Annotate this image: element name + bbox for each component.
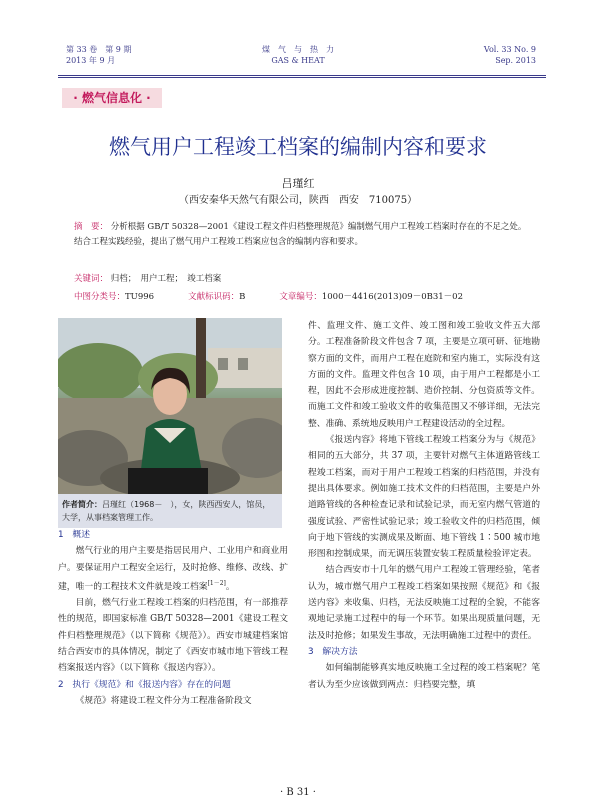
paragraph: 目前，燃气行业工程竣工档案的归档范围，有一部推荐性的规范，即国家标准 GB/T 50328—2001《建设工程文件归档整理规范》（以下简称《规范》）。西安市城建档案馆结合西安市的具体情况，制定了《西安市城市地下管线工程档案报送内容》（以下简称《报送内容》）。 xyxy=(58,598,288,674)
article-title: 燃气用户工程竣工档案的编制内容和要求 xyxy=(109,135,487,159)
author-affiliation: （西安秦华天然气有限公司，陕西 西安 710075） xyxy=(178,195,418,206)
article-label: 文章编号： xyxy=(279,292,322,302)
journal-name-en: GAS & HEAT xyxy=(271,56,325,65)
classification-line xyxy=(74,290,534,302)
journal-volume-info-en xyxy=(484,44,536,66)
header-rule-thin xyxy=(58,77,546,78)
article-number xyxy=(279,290,463,302)
doc-value: B xyxy=(239,292,246,302)
paragraph: 如何编制能够真实地反映施工全过程的竣工档案呢？笔者认为至少应该做到两点：归档要完整，填 xyxy=(308,663,540,690)
page-number: · B 31 · xyxy=(280,787,316,798)
keywords-text: 归档； 用户工程； 竣工档案 xyxy=(110,274,222,284)
author-name: 吕瑾红 xyxy=(281,177,315,190)
volume-issue-en: Vol. 33 No. 9 xyxy=(483,45,536,54)
doc-label: 文献标识码： xyxy=(188,292,240,302)
citation-ref: [1－2] xyxy=(207,579,226,587)
paragraph: 《报送内容》将地下管线工程竣工档案分为与《规范》相同的五大部分，共 37 项，主要针对燃气主体道路管线工程竣工档案，而对于用户工程竣工档案的归档范围，并没有提出具体要求。例如施工技术文件的归档范围，主要是户外道路管线的各种检查记录和试验记录，而无室内燃气管道的强度试验、严密性试验记录；竣工验收文件的归档范围，倾向于地下管线的实测成果及断面、地下管线 1∶500 城市地形图和控制成果，而无调压装置安装工程质量检验评定表。 xyxy=(308,435,540,560)
paragraph: 件、监理文件、施工文件、竣工图和竣工验收文件五大部分。工程准备阶段文件包含 7 项，主要是立项可研、征地勘察方面的文件，而用户工程在庭院和室内施工，实际没有这方面的文件。监理文件包含 10 项，由于用户工程都是小工程，因此不会形成进度控制、造价控制、分包资质等文件。而施工文件和竣工验收文件的收集范围又不够详细，无法完整、准确、系统地反映用户工程建设活动的全过程。 xyxy=(308,321,540,429)
clc-value: TU996 xyxy=(125,292,155,302)
issue-date: 2013 年 9 月 xyxy=(66,56,116,65)
author-bio-text: 吕瑾红（1968－ ），女，陕西西安人，馆员，大学，从事档案管理工作。 xyxy=(62,500,271,522)
paragraph: 《规范》将建设工程文件分为工程准备阶段文 xyxy=(75,695,252,706)
section-heading-2: 2 执行《规范》和《报送内容》存在的问题 xyxy=(58,679,231,690)
clc-label: 中图分类号： xyxy=(74,292,126,302)
doc-code xyxy=(188,290,245,302)
header-rule xyxy=(58,75,546,76)
paragraph-text: 燃气行业的用户主要是指居民用户、工业用户和商业用户。要保证用户工程安全运行，及时抢修、维修、改线、扩建，唯一的工程技术文件就是竣工档案 xyxy=(58,546,288,592)
abstract-label: 摘 要： xyxy=(74,222,109,232)
journal-name-cn: 煤 气 与 热 力 xyxy=(262,45,334,54)
keywords-label: 关键词： xyxy=(74,274,109,284)
right-column xyxy=(308,318,540,693)
author-photo xyxy=(58,318,282,494)
volume-issue: 第 33 卷 第 9 期 xyxy=(66,45,132,54)
issue-date-en: Sep. 2013 xyxy=(495,56,536,65)
author-photo-illustration xyxy=(58,318,282,494)
keywords xyxy=(74,272,221,284)
paragraph: 结合西安市十几年的燃气用户工程竣工管理经验，笔者认为，城市燃气用户工程竣工档案如果按照《规范》和《报送内容》来收集、归档，无法反映施工过程的全貌，不能客观地记录施工过程中的每一个环节。如果出现质量问题，无法及时抢修；如果发生事故，无法明确施工过程中的责任。 xyxy=(308,565,540,641)
abstract xyxy=(74,220,534,250)
section-heading-1: 1 概述 xyxy=(58,530,90,540)
left-column xyxy=(58,527,288,709)
author-bio-label: 作者简介： xyxy=(62,500,102,509)
paragraph-end: 。 xyxy=(225,581,235,592)
section-heading-3: 3 解决方法 xyxy=(308,646,358,657)
author-bio xyxy=(58,494,282,528)
article-value: 1000－4416(2013)09－0B31－02 xyxy=(321,292,463,302)
section-tag: · 燃气信息化 · xyxy=(62,88,162,108)
abstract-text: 分析根据 GB/T 50328—2001《建设工程文件归档整理规范》编制燃气用户工程竣工档案时存在的不足之处。结合工程实践经验，提出了燃气用户工程竣工档案应包含的编制内容和要求。 xyxy=(74,222,527,247)
clc-code xyxy=(74,290,154,302)
paragraph xyxy=(58,543,288,595)
